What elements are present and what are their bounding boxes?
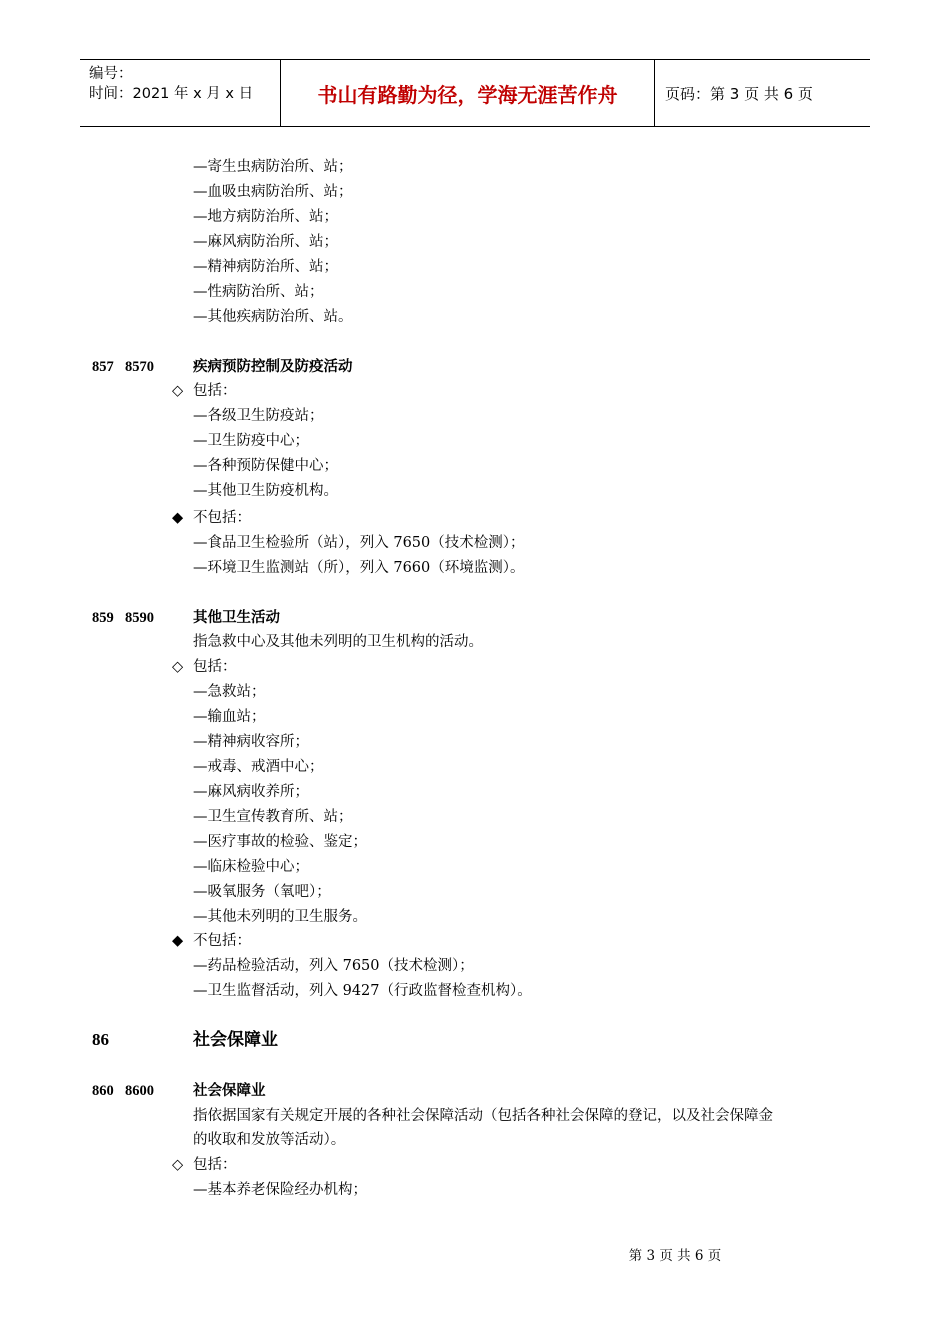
list-item: —其他卫生防疫机构。 [193, 483, 338, 499]
list-item: —环境卫生监测站（所），列入 7660（环境监测）。 [193, 560, 525, 576]
section-subcode: 8570 [125, 359, 154, 375]
section-description: 指依据国家有关规定开展的各种社会保障活动（包括各种社会保障的登记，以及社会保障金 [193, 1108, 773, 1124]
list-item: —卫生防疫中心； [193, 433, 309, 449]
include-label: 包括： [193, 1157, 237, 1173]
section-title: 其他卫生活动 [193, 609, 280, 626]
include-label: 包括： [193, 383, 237, 399]
list-item: —性病防治所、站； [193, 284, 324, 300]
list-item: —卫生监督活动，列入 9427（行政监督检查机构）。 [193, 983, 532, 999]
page-header [80, 59, 870, 127]
list-item: —输血站； [193, 709, 266, 725]
list-item: —麻风病防治所、站； [193, 234, 338, 250]
list-item: —血吸虫病防治所、站； [193, 184, 353, 200]
list-item: —地方病防治所、站； [193, 209, 338, 225]
section-description: 指急救中心及其他未列明的卫生机构的活动。 [193, 634, 483, 650]
include-label: 包括： [193, 659, 237, 675]
section-subcode: 8590 [125, 610, 154, 626]
section-code: 859 [92, 610, 114, 626]
list-item: —精神病防治所、站； [193, 259, 338, 275]
list-item: —精神病收容所； [193, 734, 309, 750]
list-item: —临床检验中心； [193, 859, 309, 875]
header-motto: 书山有路勤为径，学海无涯苦作舟 [281, 60, 655, 126]
list-item: —急救站； [193, 684, 266, 700]
list-item: —药品检验活动，列入 7650（技术检测）； [193, 958, 474, 974]
exclude-marker: ◆ [172, 510, 184, 526]
section-code: 857 [92, 359, 114, 375]
header-page-info: 页码：第 3 页 共 6 页 [665, 84, 813, 103]
section-title: 疾病预防控制及防疫活动 [193, 358, 353, 375]
list-item: —医疗事故的检验、鉴定； [193, 834, 367, 850]
exclude-label: 不包括： [193, 933, 251, 949]
list-item: —其他疾病防治所、站。 [193, 309, 353, 325]
list-item: —各种预防保健中心； [193, 458, 338, 474]
include-marker: ◇ [172, 383, 184, 399]
list-item: —其他未列明的卫生服务。 [193, 909, 367, 925]
section-code: 860 [92, 1083, 114, 1099]
include-marker: ◇ [172, 1157, 184, 1173]
include-marker: ◇ [172, 659, 184, 675]
header-meta [80, 60, 281, 126]
division-code: 86 [92, 1030, 109, 1049]
list-item: —各级卫生防疫站； [193, 408, 324, 424]
exclude-label: 不包括： [193, 510, 251, 526]
list-item: —戒毒、戒酒中心； [193, 759, 324, 775]
list-item: —基本养老保险经办机构； [193, 1182, 367, 1198]
section-title: 社会保障业 [193, 1082, 266, 1099]
list-item: —吸氧服务（氧吧）； [193, 884, 331, 900]
list-item: —食品卫生检验所（站），列入 7650（技术检测）； [193, 535, 525, 551]
list-item: —卫生宣传教育所、站； [193, 809, 353, 825]
list-item: —寄生虫病防治所、站； [193, 159, 353, 175]
exclude-marker: ◆ [172, 933, 184, 949]
section-subcode: 8600 [125, 1083, 154, 1099]
page-footer: 第 3 页 共 6 页 [628, 1248, 722, 1264]
time-label: 时间：2021 年 x 月 x 日 [89, 86, 254, 102]
number-label: 编号： [89, 66, 133, 82]
section-description: 的收取和发放等活动）。 [193, 1132, 346, 1148]
list-item: —麻风病收养所； [193, 784, 309, 800]
division-title: 社会保障业 [193, 1030, 278, 1050]
